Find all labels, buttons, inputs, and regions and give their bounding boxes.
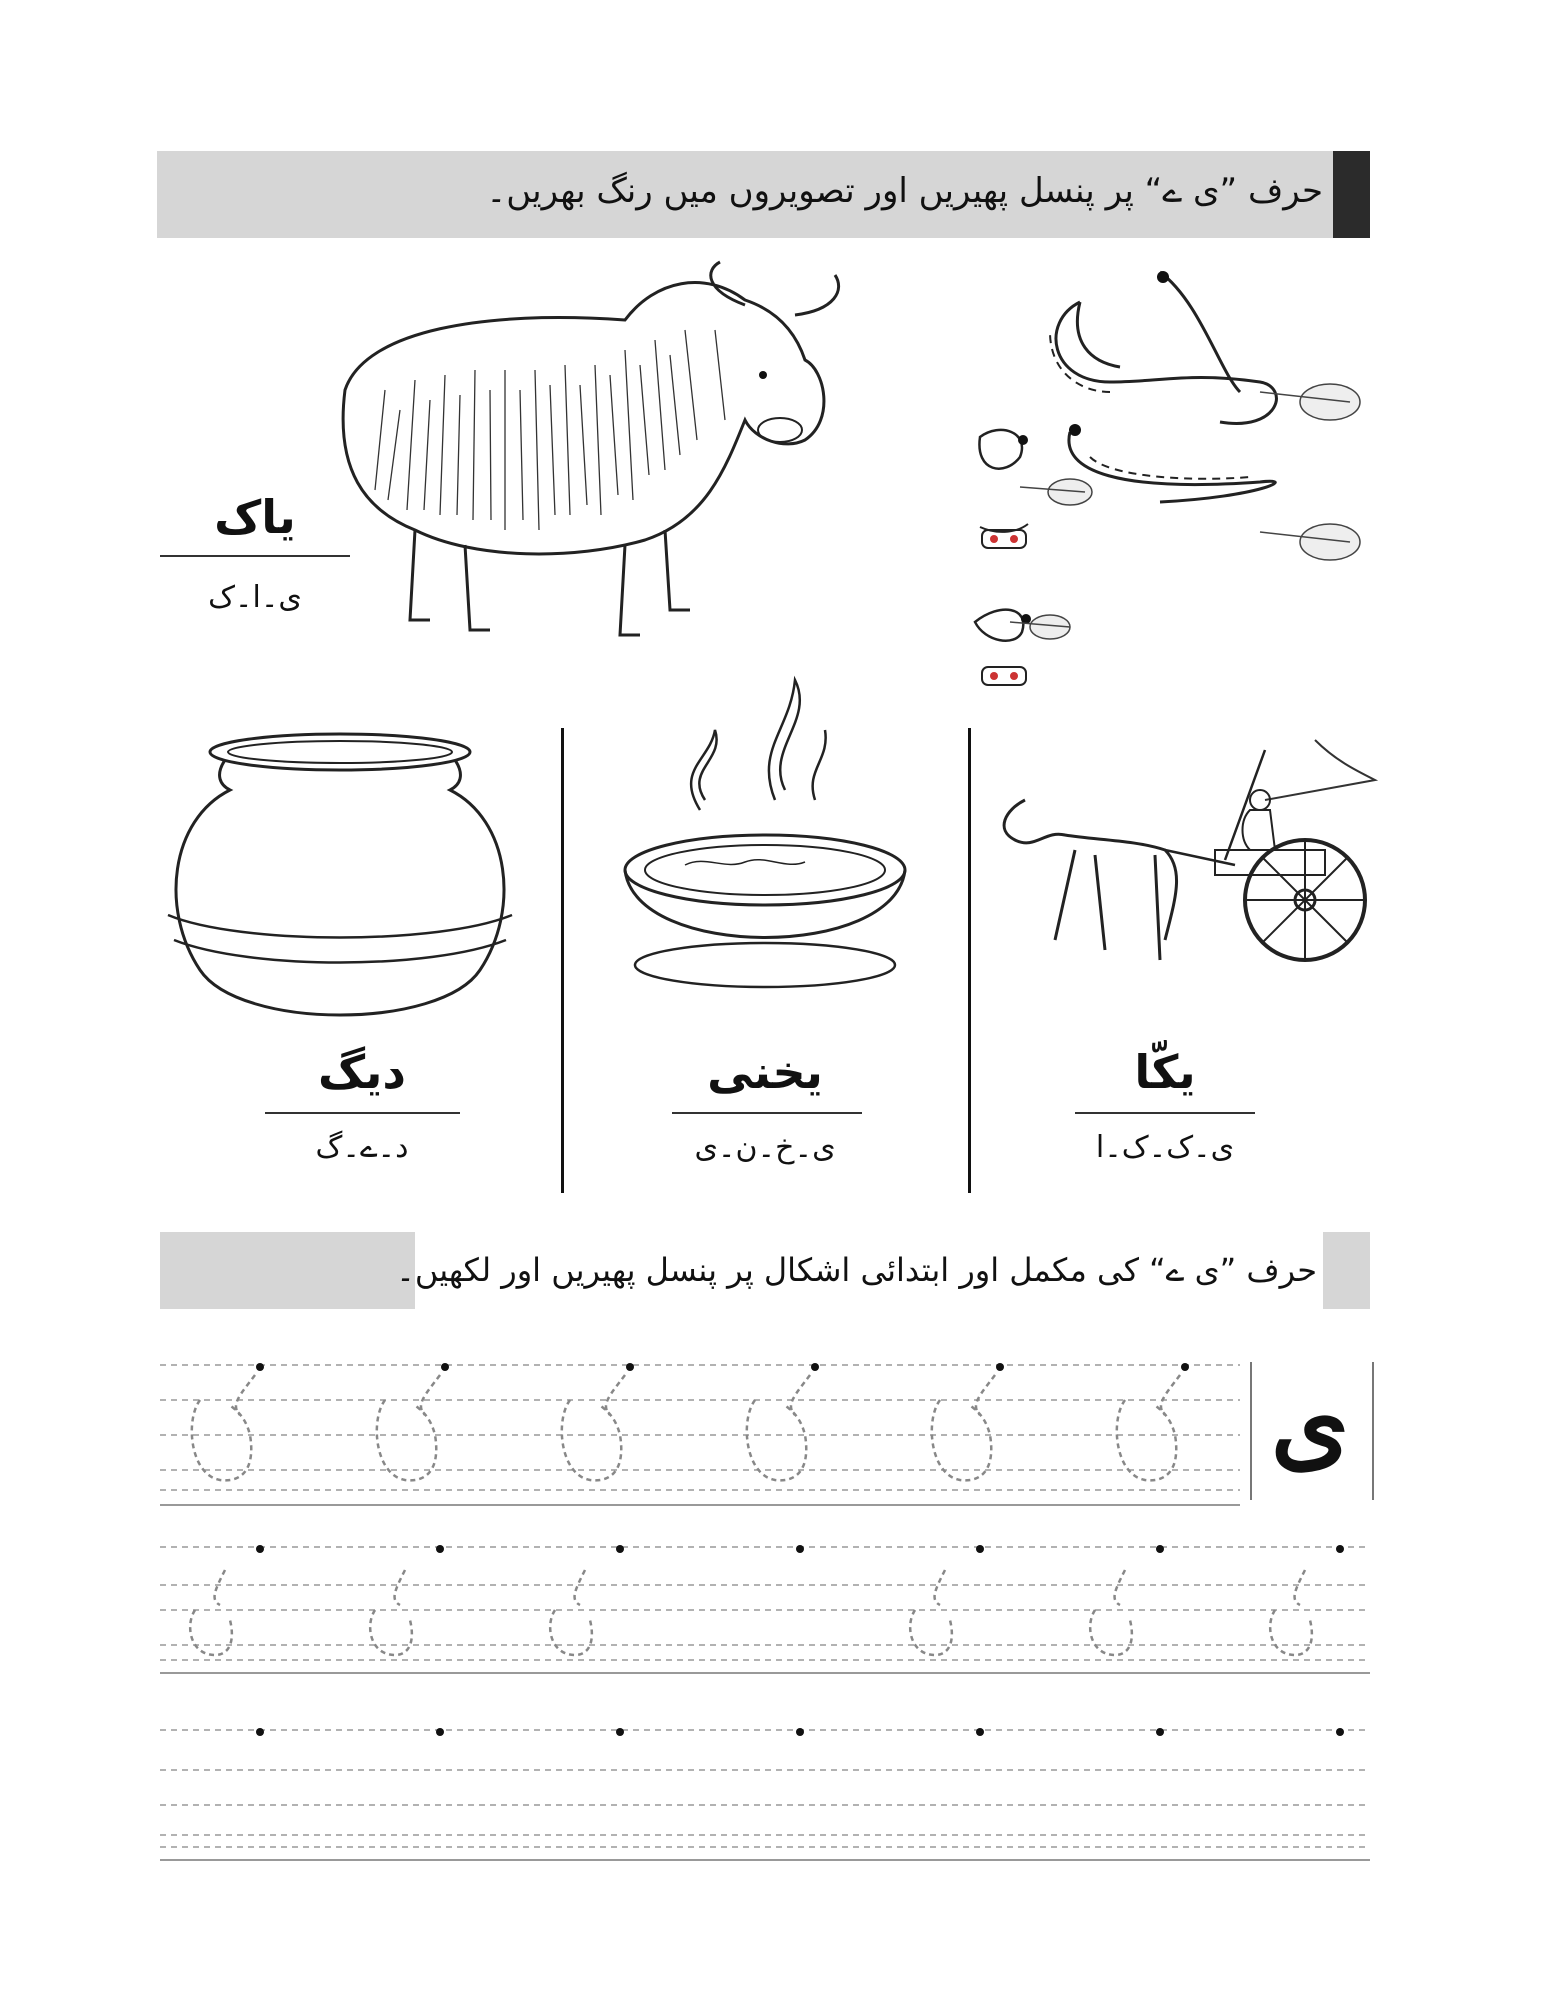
instruction-banner-right <box>1323 1232 1370 1309</box>
word-label: دیگ <box>318 1045 406 1099</box>
spelling-label: ی۔ک۔ک۔ا <box>1095 1130 1235 1165</box>
cooking-pot-icon <box>160 730 520 1030</box>
coloring-instruction: حرف ”ی ے“ پر پنسل پھیریں اور تصویروں میں رنگ بھریں۔ <box>486 171 1323 211</box>
yak-icon <box>325 270 885 690</box>
writing-instruction: حرف ”ی ے“ کی مکمل اور ابتدائی اشکال پر پنسل پھیریں اور لکھیں۔ <box>396 1251 1317 1289</box>
dotted-ye-initial-row <box>190 1570 1312 1655</box>
dotted-ye-row <box>192 1375 1180 1480</box>
ye-outline-letter <box>1056 302 1276 423</box>
instruction-banner-left <box>160 1232 415 1309</box>
hand-pencil-icon <box>1010 384 1360 639</box>
underline <box>1075 1112 1255 1114</box>
word-label: یکّا <box>1134 1045 1196 1099</box>
word-label: یخنی <box>707 1045 823 1099</box>
tracing-lines <box>160 1355 1380 1875</box>
letter-trace-illustration <box>960 262 1380 702</box>
word-label: یاک <box>214 490 296 544</box>
spelling-label: ی۔ا۔ک <box>208 580 302 615</box>
column-divider <box>968 728 971 1193</box>
underline <box>672 1112 862 1114</box>
horse-cart-icon <box>985 740 1375 980</box>
underline <box>265 1112 460 1114</box>
underline <box>160 555 350 557</box>
banner-accent <box>1333 151 1370 238</box>
spelling-label: ی۔خ۔ن۔ی <box>694 1130 836 1165</box>
soup-bowl-icon <box>615 680 915 1010</box>
spelling-label: د۔ے۔گ <box>315 1130 409 1165</box>
sample-letter: ی <box>1270 1364 1350 1482</box>
column-divider <box>561 728 564 1193</box>
